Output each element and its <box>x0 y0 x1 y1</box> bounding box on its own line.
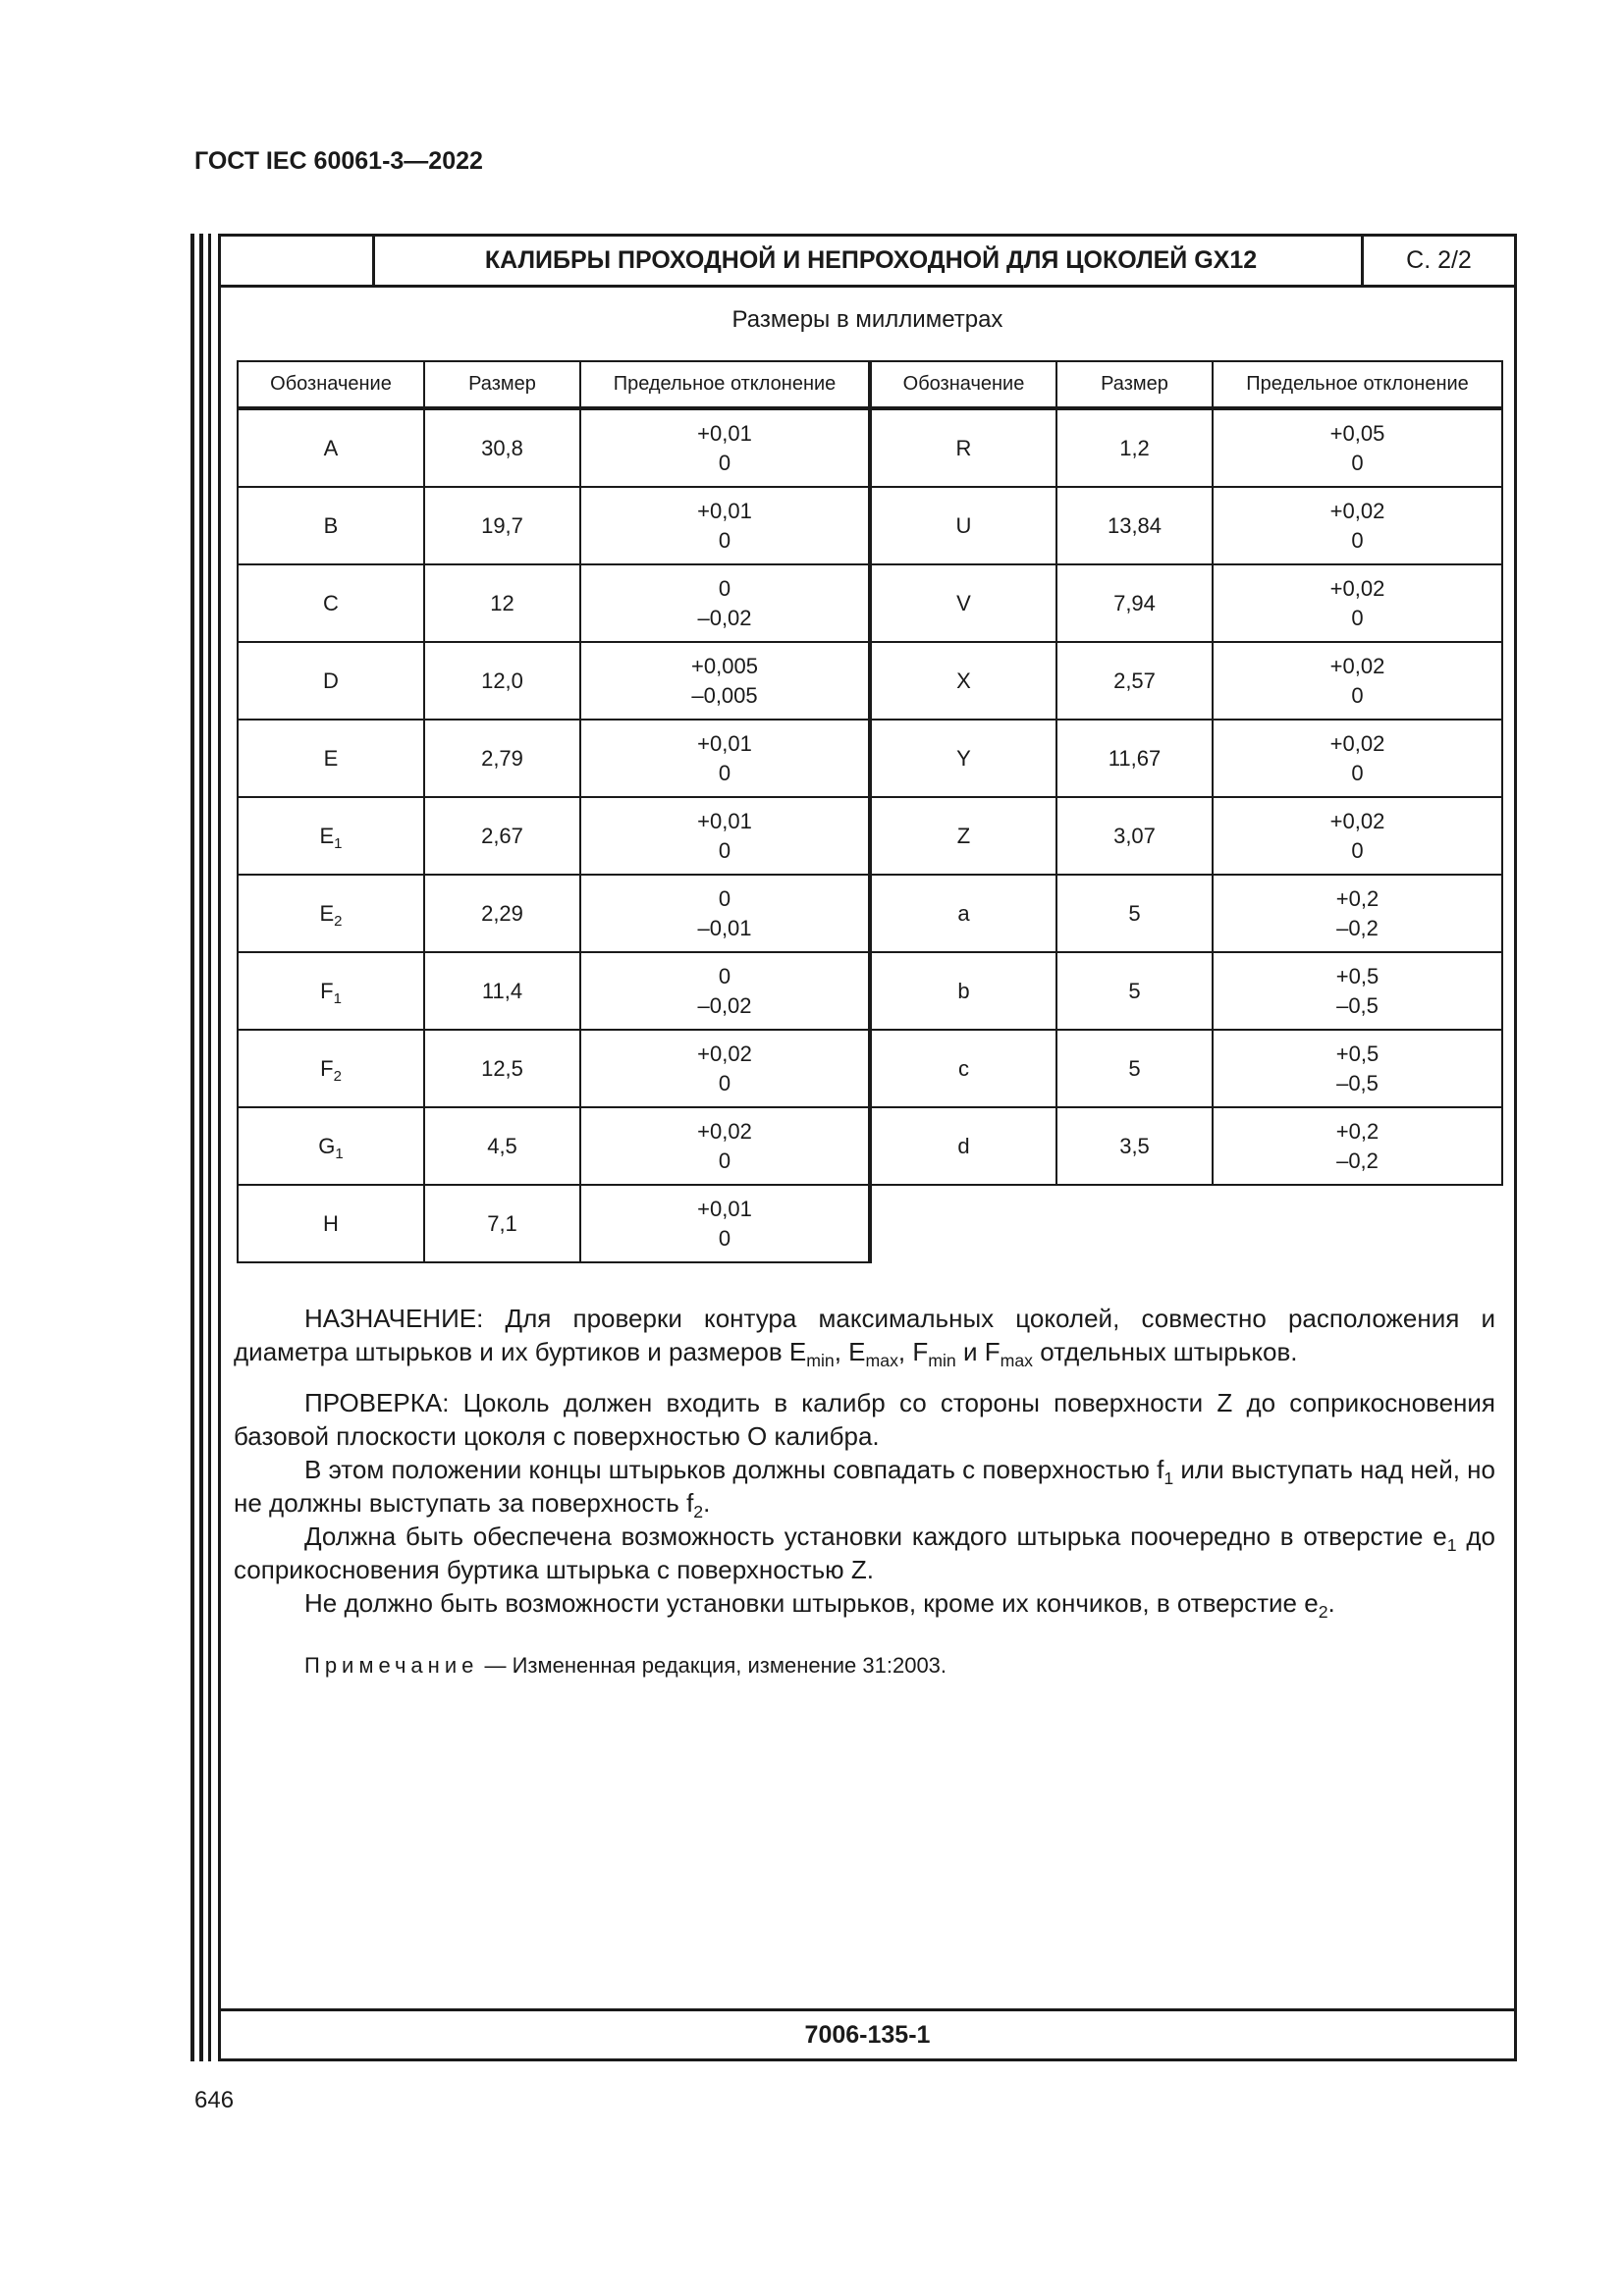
title-row <box>221 237 1514 288</box>
deviation-cell: +0,5 –0,5 <box>1213 952 1502 1030</box>
table-row <box>238 952 1502 1030</box>
document-header: ГОСТ IEC 60061-3—2022 <box>194 147 483 175</box>
table-row <box>238 797 1502 875</box>
position-paragraph: В этом положении концы штырьков должны совпадать с поверхностью $f_1$ или выступать над ней, но не должны выступать за поверхность $f_2$. <box>234 1455 1495 1522</box>
margin-bar-middle <box>199 234 203 2061</box>
designation-cell: H <box>238 1185 424 1262</box>
sheet-code: 7006-135-1 <box>221 2008 1514 2058</box>
size-cell: 7,1 <box>424 1185 580 1262</box>
designation-cell: $F_2$ <box>238 1030 424 1107</box>
size-cell: 5 <box>1056 875 1213 952</box>
deviation-cell: 0 –0,02 <box>580 952 870 1030</box>
deviation-cell: +0,2 –0,2 <box>1213 875 1502 952</box>
designation-cell: b <box>870 952 1056 1030</box>
deviation-cell: +0,005 –0,005 <box>580 642 870 720</box>
header-size: Размер <box>1056 361 1213 408</box>
designation-cell: c <box>870 1030 1056 1107</box>
deviation-cell: +0,02 0 <box>1213 487 1502 564</box>
table-row <box>238 564 1502 642</box>
table-row <box>238 642 1502 720</box>
designation-cell: X <box>870 642 1056 720</box>
deviation-cell: +0,05 0 <box>1213 408 1502 487</box>
designation-cell: D <box>238 642 424 720</box>
deviation-cell: +0,01 0 <box>580 1185 870 1262</box>
size-cell: 4,5 <box>424 1107 580 1185</box>
size-cell: 2,79 <box>424 720 580 797</box>
header-size: Размер <box>424 361 580 408</box>
check-paragraph: ПРОВЕРКА: Цоколь должен входить в калибр со стороны поверхности Z до соприкосновения базовой плоскости цоколя с поверхностью O калибра. <box>234 1388 1495 1451</box>
table-row <box>238 1107 1502 1185</box>
designation-cell: A <box>238 408 424 487</box>
size-cell: 12 <box>424 564 580 642</box>
size-cell: 2,67 <box>424 797 580 875</box>
note-label: Примечание <box>304 1653 479 1678</box>
size-cell: 2,57 <box>1056 642 1213 720</box>
size-cell: 11,67 <box>1056 720 1213 797</box>
dimensions-table <box>237 360 1503 1263</box>
header-designation: Обозначение <box>870 361 1056 408</box>
note-paragraph: Примечание — Измененная редакция, изменение 31:2003. <box>304 1653 947 1678</box>
size-cell: 30,8 <box>424 408 580 487</box>
insertion-paragraph: Должна быть обеспечена возможность установки каждого штырька поочередно в отверстие $e_1$ до соприкосновения буртика штырька с поверхностью Z. <box>234 1522 1495 1584</box>
deviation-cell: +0,02 0 <box>1213 642 1502 720</box>
deviation-cell: +0,02 0 <box>580 1107 870 1185</box>
designation-cell: a <box>870 875 1056 952</box>
designation-cell: C <box>238 564 424 642</box>
description-text <box>234 1302 1495 1682</box>
table-row <box>238 720 1502 797</box>
deviation-cell: +0,01 0 <box>580 720 870 797</box>
deviation-cell: +0,02 0 <box>1213 720 1502 797</box>
size-cell: 1,2 <box>1056 408 1213 487</box>
table-row <box>238 1030 1502 1107</box>
table-row <box>238 487 1502 564</box>
deviation-cell: 0 –0,02 <box>580 564 870 642</box>
designation-cell: d <box>870 1107 1056 1185</box>
sheet-title: КАЛИБРЫ ПРОХОДНОЙ И НЕПРОХОДНОЙ ДЛЯ ЦОКОЛЕЙ GX12 <box>484 246 1258 274</box>
table-row <box>238 875 1502 952</box>
margin-bar-inner <box>208 234 211 2061</box>
size-cell: 5 <box>1056 1030 1213 1107</box>
deviation-cell: +0,02 0 <box>1213 564 1502 642</box>
size-cell: 3,07 <box>1056 797 1213 875</box>
empty-cell <box>870 1185 1502 1262</box>
title-spacer-cell <box>221 237 375 285</box>
header-deviation: Предельное отклонение <box>580 361 870 408</box>
deviation-cell: +0,2 –0,2 <box>1213 1107 1502 1185</box>
designation-cell: Z <box>870 797 1056 875</box>
designation-cell: Y <box>870 720 1056 797</box>
designation-cell: B <box>238 487 424 564</box>
size-cell: 13,84 <box>1056 487 1213 564</box>
size-cell: 3,5 <box>1056 1107 1213 1185</box>
deviation-cell: +0,01 0 <box>580 408 870 487</box>
size-cell: 5 <box>1056 952 1213 1030</box>
sheet-number: С. 2/2 <box>1361 237 1514 285</box>
size-cell: 12,0 <box>424 642 580 720</box>
units-caption: Размеры в миллиметрах <box>731 306 1003 333</box>
deviation-cell: +0,02 0 <box>1213 797 1502 875</box>
designation-cell: V <box>870 564 1056 642</box>
deviation-cell: +0,01 0 <box>580 797 870 875</box>
size-cell: 7,94 <box>1056 564 1213 642</box>
deviation-cell: +0,01 0 <box>580 487 870 564</box>
margin-bar-outer <box>190 234 194 2061</box>
page-number: 646 <box>194 2087 235 2113</box>
designation-cell: $E_1$ <box>238 797 424 875</box>
designation-cell: $E_2$ <box>238 875 424 952</box>
deviation-cell: +0,02 0 <box>580 1030 870 1107</box>
restriction-paragraph: Не должно быть возможности установки штырьков, кроме их кончиков, в отверстие $e_2$. <box>304 1588 1335 1623</box>
designation-cell: $G_1$ <box>238 1107 424 1185</box>
table-row <box>238 408 1502 487</box>
designation-cell: R <box>870 408 1056 487</box>
purpose-paragraph: НАЗНАЧЕНИЕ: Для проверки контура максимальных цоколей, совместно расположения и диаметра штырьков и их буртиков и размеров $E_{min}$, $E_{max}$, $F_{min}$ и $F_{max}$ отдельных штырьков. <box>234 1304 1495 1371</box>
designation-cell: U <box>870 487 1056 564</box>
table-row <box>238 1185 1502 1262</box>
deviation-cell: 0 –0,01 <box>580 875 870 952</box>
designation-cell: $F_1$ <box>238 952 424 1030</box>
size-cell: 2,29 <box>424 875 580 952</box>
size-cell: 11,4 <box>424 952 580 1030</box>
header-deviation: Предельное отклонение <box>1213 361 1502 408</box>
deviation-cell: +0,5 –0,5 <box>1213 1030 1502 1107</box>
header-designation: Обозначение <box>238 361 424 408</box>
table-header-row <box>238 361 1502 408</box>
designation-cell: E <box>238 720 424 797</box>
size-cell: 19,7 <box>424 487 580 564</box>
size-cell: 12,5 <box>424 1030 580 1107</box>
standard-sheet-frame <box>218 234 1517 2061</box>
